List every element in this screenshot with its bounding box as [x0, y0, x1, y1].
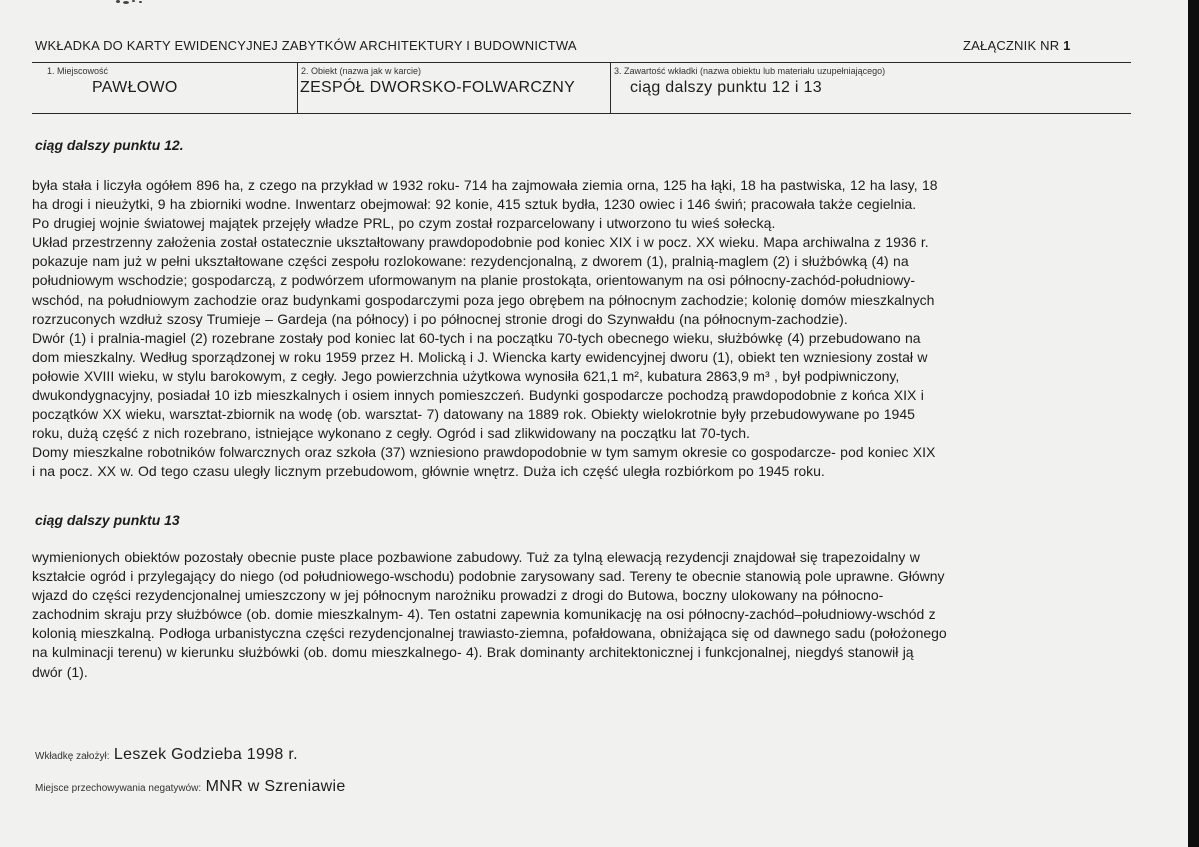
text-line: Po drugiej wojnie światowej majątek przejęły władze PRL, po czym został rozparcelowany i utworzono tu wieś sołecką. — [32, 215, 776, 232]
text-line: południowym wschodzie; gospodarczą, z podwórzem uformowanym na planie prostokąta, orientowanym na osi północny-zachód-południowy- — [32, 272, 916, 289]
text-line: Domy mieszkalne robotników folwarcznych oraz szkoła (37) wzniesiono prawdopodobnie w tym samym okresie co gospodarcze- pod koniec XIX — [32, 444, 936, 461]
table-divider-2 — [610, 62, 611, 114]
content-value: ciąg dalszy punktu 12 i 13 — [630, 79, 822, 96]
text-line: roku, dużą część z nich rozebrano, istniejące wykonano z cegły. Ogród i sad zlikwidowany na początku lat 70-tych. — [32, 425, 750, 442]
text-line: wymienionych obiektów pozostały obecnie puste place pozbawione zabudowy. Tuż za tylną elewacją rezydencji znajdował się trapezoidalny w — [32, 549, 920, 565]
object-value: ZESPÓŁ DWORSKO-FOLWARCZNY — [300, 79, 576, 96]
section-13-title: ciąg dalszy punktu 13 — [35, 512, 180, 528]
table-divider-1 — [297, 62, 298, 114]
text-line: kształcie ogród i przylegający do niego (od południowego-wschodu) podobnie zarysowany sad. Tereny te obecnie stanowią pole uprawne. Główny — [32, 568, 945, 585]
text-line: początków XX wieku, warsztat-zbiornik na wodę (ob. warsztat- 7) datowany na 1889 rok. Obiekty wielokrotnie były przebudowywane po 1945 — [32, 406, 915, 423]
table-bottom-rule — [32, 113, 1131, 114]
author-label: Wkładkę założył: — [35, 751, 110, 762]
section-13-text — [32, 548, 947, 682]
appendix-label: ZAŁĄCZNIK NR — [963, 38, 1060, 53]
text-line: dom mieszkalny. Według sporządzonej w roku 1959 przez H. Molicką i J. Wiencka karty ewidencyjnej dworu (1), obiekt ten wzniesiony został w — [32, 348, 928, 365]
negatives-label: Miejsce przechowywania negatywów: — [35, 783, 202, 794]
section-12-title: ciąg dalszy punktu 12. — [35, 137, 184, 153]
text-line: zachodnim skraju przy służbówce (ob. domie mieszkalnym- 4). Ten ostatni zapewnia komunikację na osi północny-zachód–południowy-wschód z — [32, 606, 936, 623]
text-line: rozrzuconych wzdłuż szosy Trumieje – Gardeja (na północy) i po północnej stronie drogi do Szynwałdu (na północnym-zachodzie). — [32, 310, 848, 327]
text-line: wjazd do części rezydencjonalnej umieszczony w jej północnym narożniku prowadzi z drogi do Butowa, boczny ulokowany na północno- — [32, 587, 884, 604]
text-line: wschód, na południowym zachodzie oraz budynkami gospodarczymi poza jego obrębem na północnym zachodzie; kolonię domów mieszkalnych — [32, 291, 935, 308]
text-line: Dwór (1) i pralnia-magiel (2) rozebrane zostały pod koniec lat 60-tych i na początku 70-tych obecnego wieku, służbówkę (4) przebudowano na — [32, 329, 921, 346]
object-label: 2. Obiekt (nazwa jak w karcie) — [301, 66, 422, 76]
text-line: Układ przestrzenny założenia został ostatecznie ukształtowany prawdopodobnie pod koniec XIX i w pocz. XX wieku. Mapa archiwalna z 1936 r. — [32, 234, 929, 251]
text-line: dwór (1). — [32, 663, 88, 680]
author-value: Leszek Godzieba 1998 r. — [113, 746, 298, 763]
negatives-value: MNR w Szreniawie — [205, 778, 346, 795]
text-line: i na pocz. XX w. Od tego czasu uległy licznym przebudowom, głównie wnętrz. Duża ich część uległa rozbiórkom po 1945 roku. — [32, 463, 825, 480]
content-label: 3. Zawartość wkładki (nazwa obiektu lub materiału uzupełniającego) — [614, 66, 886, 76]
scan-speck — [110, 0, 144, 5]
scan-edge — [1188, 0, 1199, 847]
form-header — [35, 38, 1095, 53]
author-line — [35, 746, 298, 764]
text-line: pokazuje nam już w pełni ukształtowane części zespołu rozlokowane: rezydencjonalną, z dworem (1), pralnią-maglem (2) i służbówką (4) na — [32, 253, 909, 270]
text-line: ha drogi i nieużytki, 9 ha zbiorniki wodne. Inwentarz obejmował: 92 konie, 415 sztuk bydła, 1230 owiec i 146 świń; pracowała także cegielnia. — [32, 196, 917, 213]
text-line: była stała i liczyła ogółem 896 ha, z czego na przykład w 1932 roku- 714 ha zajmowała ziemia orna, 125 ha łąki, 18 ha pastwiska, 12 ha lasy, 18 — [32, 177, 938, 193]
table-top-rule — [32, 62, 1131, 63]
locality-label: 1. Miejscowość — [47, 66, 109, 76]
text-line: na kulminacji terenu) w kierunku służbówki (ob. domu mieszkalnego- 4). Brak dominanty architektonicznej i funkcjonalnej, niegdyś stanowił ją — [32, 644, 914, 661]
section-12-text — [32, 176, 938, 482]
negatives-line — [35, 778, 346, 796]
form-title: WKŁADKA DO KARTY EWIDENCYJNEJ ZABYTKÓW ARCHITEKTURY I BUDOWNICTWA — [35, 38, 577, 53]
text-line: kolonią mieszkalną. Podłoga urbanistyczna części rezydencjonalnej trawiasto-ziemna, pofałdowana, obniżająca się od dawnego sadu (położonego — [32, 625, 947, 642]
locality-value: PAWŁOWO — [92, 79, 178, 96]
text-line: dwukondygnacyjny, posiadał 10 izb mieszkalnych i osiem innych pomieszczeń. Budynki gospodarcze pochodzą prawdopodobnie z końca XIX i — [32, 387, 924, 404]
text-line: połowie XVIII wieku, w stylu barokowym, z cegły. Jego powierzchnia użytkowa wynosiła 621,1 m², kubatura 2863,9 m³ , był podpiwniczony, — [32, 367, 900, 384]
appendix-number: 1 — [1063, 38, 1071, 53]
appendix-marker — [963, 38, 1071, 53]
